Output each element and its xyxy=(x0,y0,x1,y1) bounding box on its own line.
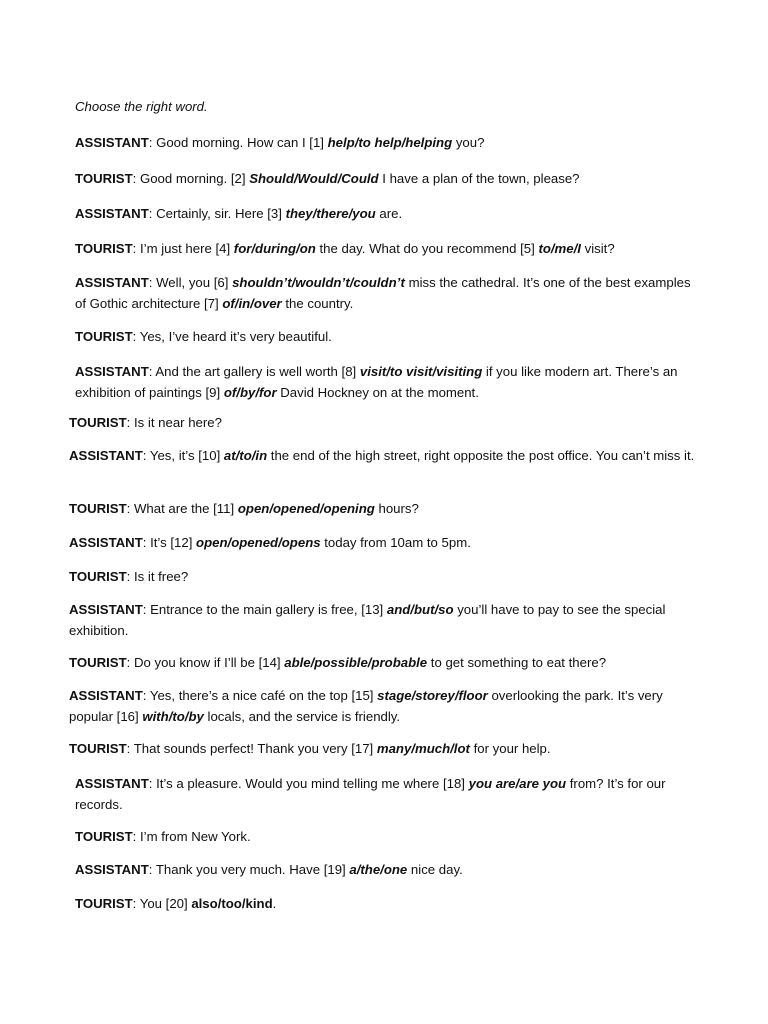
line-text: You [20] xyxy=(139,896,192,911)
line-text: Yes, there’s a nice café on the top [15] xyxy=(149,688,378,703)
dialogue-line-12: TOURIST: Is it free? xyxy=(69,569,189,584)
word-choice: of/in/over xyxy=(222,296,282,311)
line-text: It’s [12] xyxy=(150,535,197,550)
speaker-label: ASSISTANT xyxy=(75,776,149,791)
word-choice: you are/are you xyxy=(468,776,567,791)
line-text: That sounds perfect! Thank you very [17] xyxy=(133,741,377,756)
line-text: from? It’s for our records. xyxy=(75,776,666,812)
line-text: And the art gallery is well worth [8] xyxy=(155,364,360,379)
line-text: you’ll have to pay to see the special exhibition. xyxy=(69,602,666,638)
word-choice: at/to/in xyxy=(223,448,268,463)
line-text: hours? xyxy=(374,501,419,516)
line-text: Yes, it’s [10] xyxy=(149,448,224,463)
line-text: miss the cathedral. It’s one of the best examples of Gothic architecture [7] xyxy=(75,275,691,311)
speaker-label: TOURIST xyxy=(69,501,127,516)
dialogue-line-5: ASSISTANT: Well, you [6] shouldn’t/wouldn’t/couldn’t miss the cathedral. It’s one of the best examples of Gothic architecture [7] of/in/over the country. xyxy=(75,275,691,311)
line-text: nice day. xyxy=(407,862,463,877)
word-choice: to/me/I xyxy=(538,241,581,256)
dialogue-line-18: TOURIST: I’m from New York. xyxy=(75,829,251,844)
line-text: Good morning. [2] xyxy=(139,171,250,186)
line-text: today from 10am to 5pm. xyxy=(320,535,471,550)
line-text: Yes, I’ve heard it’s very beautiful. xyxy=(139,329,332,344)
line-text: What are the [11] xyxy=(133,501,238,516)
dialogue-line-19: ASSISTANT: Thank you very much. Have [19] a/the/one nice day. xyxy=(75,862,463,877)
speaker-label: ASSISTANT xyxy=(75,206,149,221)
word-choice: they/there/you xyxy=(285,206,376,221)
speaker-label: ASSISTANT xyxy=(75,135,149,150)
word-choice: stage/storey/floor xyxy=(377,688,488,703)
word-choice: for/during/on xyxy=(233,241,316,256)
line-text: I’m just here [4] xyxy=(139,241,234,256)
instruction-text: Choose the right word. xyxy=(75,99,208,114)
dialogue-line-10: TOURIST: What are the [11] open/opened/opening hours? xyxy=(69,501,419,516)
dialogue-line-2: TOURIST: Good morning. [2] Should/Would/Could I have a plan of the town, please? xyxy=(75,171,580,186)
line-text: the day. What do you recommend [5] xyxy=(315,241,539,256)
dialogue-line-15: ASSISTANT: Yes, there’s a nice café on the top [15] stage/storey/floor overlooking the park. It’s very popular [16] with/to/by locals, and the service is friendly. xyxy=(69,688,663,724)
dialogue-line-14: TOURIST: Do you know if I’ll be [14] able/possible/probable to get something to eat there? xyxy=(69,655,607,670)
speaker-label: TOURIST xyxy=(75,896,133,911)
line-text: Certainly, sir. Here [3] xyxy=(156,206,286,221)
dialogue-line-7: ASSISTANT: And the art gallery is well worth [8] visit/to visit/visiting if you like modern art. There’s an exhibition of paintings [9] of/by/for David Hockney on at the moment. xyxy=(75,364,678,400)
word-choice: open/opened/opening xyxy=(237,501,375,516)
line-text: Entrance to the main gallery is free, [13] xyxy=(150,602,387,617)
line-text: you? xyxy=(452,135,485,150)
speaker-label: TOURIST xyxy=(69,741,127,756)
line-text: the end of the high street, right opposite the post office. You can’t miss it. xyxy=(267,448,695,463)
line-text: David Hockney on at the moment. xyxy=(276,385,479,400)
line-text: Good morning. How can I [1] xyxy=(156,135,328,150)
speaker-label: TOURIST xyxy=(69,655,127,670)
dialogue-line-6: TOURIST: Yes, I’ve heard it’s very beautiful. xyxy=(75,329,332,344)
word-choice: visit/to visit/visiting xyxy=(359,364,483,379)
speaker-label: ASSISTANT xyxy=(69,448,143,463)
line-text: Thank you very much. Have [19] xyxy=(155,862,350,877)
line-text: locals, and the service is friendly. xyxy=(203,709,401,724)
line-text: Well, you [6] xyxy=(156,275,233,290)
speaker-label: ASSISTANT xyxy=(75,275,149,290)
dialogue-line-20: TOURIST: You [20] also/too/kind. xyxy=(75,896,277,911)
dialogue-line-8: TOURIST: Is it near here? xyxy=(69,415,222,430)
line-text: to get something to eat there? xyxy=(427,655,607,670)
line-text: for your help. xyxy=(469,741,551,756)
dialogue-line-16: TOURIST: That sounds perfect! Thank you very [17] many/much/lot for your help. xyxy=(69,741,551,756)
speaker-label: TOURIST xyxy=(75,241,133,256)
word-choice: a/the/one xyxy=(349,862,408,877)
dialogue-line-1: ASSISTANT: Good morning. How can I [1] help/to help/helping you? xyxy=(75,135,485,150)
speaker-label: ASSISTANT xyxy=(75,862,149,877)
dialogue-line-3: ASSISTANT: Certainly, sir. Here [3] they/there/you are. xyxy=(75,206,403,221)
line-text: visit? xyxy=(580,241,615,256)
line-text: if you like modern art. There’s an exhibition of paintings [9] xyxy=(75,364,678,400)
line-text: Do you know if I’ll be [14] xyxy=(133,655,285,670)
word-choice: able/possible/probable xyxy=(284,655,428,670)
word-choice: Should/Would/Could xyxy=(249,171,379,186)
line-text: I have a plan of the town, please? xyxy=(378,171,580,186)
speaker-label: TOURIST xyxy=(75,329,133,344)
line-text: are. xyxy=(375,206,403,221)
word-choice: of/by/for xyxy=(223,385,277,400)
word-choice: open/opened/opens xyxy=(196,535,321,550)
word-choice: and/but/so xyxy=(386,602,454,617)
line-text: Is it near here? xyxy=(133,415,222,430)
word-choice: with/to/by xyxy=(142,709,204,724)
line-text: It’s a pleasure. Would you mind telling me where [18] xyxy=(156,776,469,791)
dialogue-line-17: ASSISTANT: It’s a pleasure. Would you mind telling me where [18] you are/are you from? It’s for our records. xyxy=(75,776,666,812)
speaker-label: TOURIST xyxy=(75,829,133,844)
dialogue-line-13: ASSISTANT: Entrance to the main gallery is free, [13] and/but/so you’ll have to pay to see the special exhibition. xyxy=(69,602,666,638)
word-choice: also/too/kind xyxy=(191,896,273,911)
line-text: overlooking the park. It’s very popular [16] xyxy=(69,688,663,724)
word-choice: shouldn’t/wouldn’t/couldn’t xyxy=(232,275,405,290)
speaker-label: ASSISTANT xyxy=(69,602,143,617)
dialogue-line-9: ASSISTANT: Yes, it’s [10] at/to/in the end of the high street, right opposite the post office. You can’t miss it. xyxy=(69,448,695,463)
word-choice: help/to help/helping xyxy=(327,135,453,150)
line-text: the country. xyxy=(281,296,354,311)
dialogue-line-4: TOURIST: I’m just here [4] for/during/on the day. What do you recommend [5] to/me/I visit? xyxy=(75,241,615,256)
line-text: I’m from New York. xyxy=(139,829,251,844)
speaker-label: ASSISTANT xyxy=(69,535,143,550)
line-text: Is it free? xyxy=(133,569,189,584)
speaker-label: ASSISTANT xyxy=(75,364,149,379)
speaker-label: ASSISTANT xyxy=(69,688,143,703)
speaker-label: TOURIST xyxy=(69,569,127,584)
speaker-label: TOURIST xyxy=(75,171,133,186)
dialogue-line-11: ASSISTANT: It’s [12] open/opened/opens today from 10am to 5pm. xyxy=(69,535,471,550)
line-text: . xyxy=(272,896,277,911)
word-choice: many/much/lot xyxy=(376,741,470,756)
speaker-label: TOURIST xyxy=(69,415,127,430)
